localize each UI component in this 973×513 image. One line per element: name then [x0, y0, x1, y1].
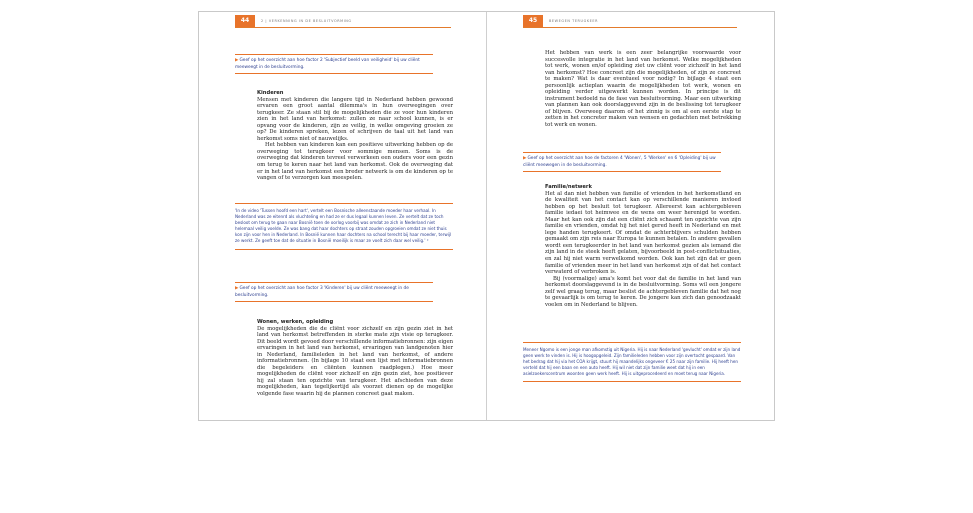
section-kinderen	[257, 90, 453, 182]
paragraph: Het al dan niet hebben van familie of vrienden in het herkomstland en de kwaliteit van het contact kan op verschillende manieren invloed hebben op het besluit tot terugkeer. Allereerst kan achtergebleven familie iedaei tot heimwee en de wens om weer herenigd te worden. Maar het kan ook zijn dat een cliënt zich schaamt ten opzichte van zijn familie en vrienden, omdat hij het niet gered heeft in Nederland en met lege handen terugkeert. Of omdat de achterblijvers schulden hebben gemaakt om zijn reis naar Europa te kunnen betalen. In andere gevallen wordt een terugkeerder in het land van herkomst gezien als iemand die zijn land in de steek heeft gelaten, bijvoorbeeld in post-conflictsituaties, en zal hij niet warm verwelkomd worden. Ook kan het zijn dat er geen familie of vrienden meer in het land van herkomst zijn of dat het contact verwaterd of verbroken is.	[545, 190, 741, 276]
arrow-icon: ▶	[235, 58, 239, 63]
paragraph: Bij (voormalige) ama's komt het voor dat de familie in het land van herkomst doorslaggevend is in de besluitvorming. Soms wil een jongere zelf wel graag terug, maar beslist de achtergebleven familie dat het nog te gevaarlijk is om terug te keren. De jongere kan zich dan genoodzaakt voelen om in Nederland te blijven.	[545, 275, 741, 308]
question-text: Geef op het overzicht aan hoe factor 3 'Kinderen' bij uw cliënt meeweegt in de besluitvorming.	[235, 286, 409, 298]
quote-box	[523, 342, 741, 382]
quote-text: Meneer Ngomo is een jonge man afkomstig uit Nigeria. Hij is naar Nederland 'gevlucht' omdat er zijn land geen werk te vinden is. Hij is hoogopgeleid. Zijn familieleden hebben voor zijn overtocht gespaard. Van het bedrag dat hij via het COA krijgt, stuurt hij maandelijks ongeveer € 25 naar zijn familie. Hij heeft hen verteld dat hij een baan en een auto heeft. Hij wil niet dat zijn familie weet dat hij in een asielzoekerscentrum woonten geen werk heeft. Hij is uitgeprocedeerd en moet terug naar Nigeria.	[523, 347, 741, 377]
right-page	[487, 12, 774, 420]
paragraph: Het hebben van kinderen kan een positieve uitwerking hebben op de overweging tot terugkeer voor sommige mensen. Soms is de overweging dat kinderen tevreel verwerkeen een ouders voor een gezin om terug te keren naar het land van herkomst. Ook de overweging dat er in het land van herkomst een breder netwerk is om de kinderen op te vangen of te verzorgen kan meespelen.	[257, 142, 453, 182]
section-heading: Wonen, werken, opleiding	[257, 319, 334, 325]
right-header	[523, 15, 737, 28]
arrow-icon: ▶	[235, 286, 239, 291]
running-head: 2 | VERKENNING IN DE BESLUITVORMING	[261, 19, 352, 23]
left-page	[199, 12, 486, 420]
arrow-icon: ▶	[523, 156, 527, 161]
quote-box	[235, 203, 453, 250]
section-wonen	[257, 319, 453, 398]
quote-text: 'In de video 'Tussen hoofd een hart', vertelt een Bosnische alleenstaande moeder haar verhaal. In Nederland was ze eitenrd als vluchteling en had ze er dus legaal kunnen leven. Ze vertelt dat ze toch besloot om terug te gaan naar Bosnië toen de oorlog voorbij was omdat ze zich in Nederland niet helemaal veilig voelde. Ze was bang dat haar dochters op straat zouden opgroeien omdat ze niet thuis kon zijn voor hen in Nederland. In Bosnië kunnen haar dochters na school terecht bij haar moeder, terwijl ze werkt. Ze geeft toe dat de situatie in Bosnië moeilijk is maar ze voelt zich daar wel veilig.' ²	[235, 208, 452, 244]
question-callout	[235, 54, 433, 74]
section-heading: Familie/netwerk	[545, 184, 592, 190]
section-heading: Kinderen	[257, 90, 284, 96]
paragraph: Het hebben van werk is een zeer belangrijke voorwaarde voor succesvolle integratie in het land van herkomst. Welke mogelijkheden tot werk, wonen en/of opleiding ziet uw cliënt voor zichzelf in het land van herkomst? Hoe concreet zijn die mogelijkheden, of zijn ze concreet te maken? Wat is daar eventueel voor nodig? In bijlage 4 staat een persoonlijk actieplan waarin de mogelijkheden tot werk, wonen en opleiding verder uitgewerkt kunnen worden. In principe is dit instrument bedoeld na de fase van besluitvorming. Maar een uitwerking van plannen kan ook doorslaggevend zijn in de beslissing tot terugkeer of blijven. Overweeg daarom of het zinnig is om al een eerste stap te zetten in het concreter maken van wensen en gedachten met betrekking tot werk en wonen.	[545, 50, 741, 129]
book-spread	[198, 11, 775, 421]
page-number: 45	[523, 15, 543, 27]
paragraph: De mogelijkheden die de cliënt voor zichzelf en zijn gezin ziet in het land van herkomst betreffenden in sterke mate zijn visie op terugkeer. Dit beeld wordt gevoed door verschillende informatiebronnen: zijn eigen ervaringen in het land van herkomst, ervaringen van landgenoten hier in Nederland, familieleden in het land van herkomst, of andere informatiebronnen. (In bijlage 10 staat een lijst met informatiebronnen die begeleiders en cliënten kunnen raadplegen.) Hoe meer mogelijkheden de cliënt voor zichzelf en zijn gezin ziet, hoe positiever hij zal staan ten opzichte van terugkeer. Het afschieden van deze mogelijkheden, kan tegelijkertijd als voorzet dienen op de mogelijke volgende fase waarin hij de plannen concreet gaat maken.	[257, 325, 453, 397]
left-header	[235, 15, 451, 28]
page-number: 44	[235, 15, 255, 27]
running-head: BEWEGEN TERUGKEER	[549, 19, 599, 23]
section-familie	[545, 184, 741, 308]
question-text: Geef op het overzicht aan hoe de factoren 4 'Wonen', 5 'Werken' en 6 'Opleiding' bij uw cliënt meewegen in de besluitvorming.	[523, 156, 716, 168]
question-text: Geef op het overzicht aan hoe factor 2 'Subjectief beeld van veiligheid' bij uw cliënt meeweegt in de besluitvorming.	[235, 58, 420, 70]
paragraph: Mensen met kinderen die langere tijd in Nederland hebben gewoond ervaren een groot aantal dilemma's in hun overwegingen over terugkeer. Ze staan stil bij de mogelijkheden die ze voor hun kinderen zien in het land van herkomst: zullen ze naar school kunnen, is er opvang voor de kinderen, zijn ze veilig, in welke omgeving groeien ze op? De kinderen spreken, lezen of schrijven de taal uit het land van herkomst soms niet of nauwelijks.	[257, 96, 453, 142]
question-callout	[235, 282, 433, 302]
paragraph-work	[545, 50, 741, 129]
question-callout	[523, 152, 721, 172]
